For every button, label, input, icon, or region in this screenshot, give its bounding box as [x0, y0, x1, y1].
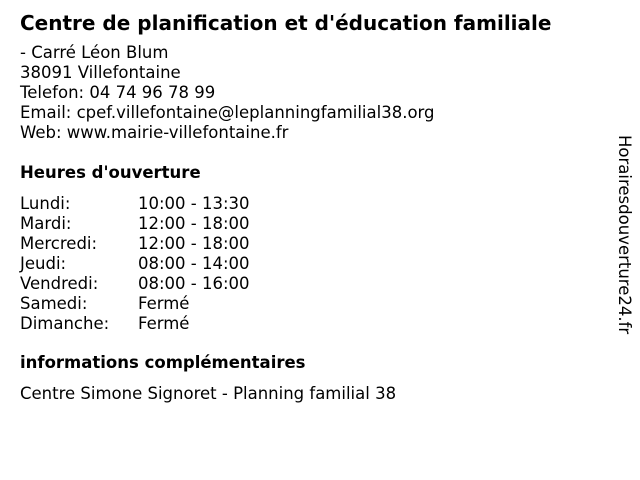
page-title: Centre de planification et d'éducation familiale	[20, 11, 552, 35]
hours-day: Jeudi:	[20, 254, 67, 273]
hours-time: 12:00 - 18:00	[138, 234, 250, 253]
hours-time: 08:00 - 14:00	[138, 254, 250, 273]
hours-time: Fermé	[138, 314, 190, 333]
address-block	[20, 43, 435, 143]
hours-day: Vendredi:	[20, 274, 99, 293]
hours-day: Lundi:	[20, 194, 71, 213]
opening-hours-heading: Heures d'ouverture	[20, 163, 201, 182]
phone-number: Telefon: 04 74 96 78 99	[20, 83, 216, 102]
hours-time: Fermé	[138, 294, 190, 313]
address-street: - Carré Léon Blum	[20, 43, 169, 62]
email-address: Email: cpef.villefontaine@leplanningfamilial38.org	[20, 103, 435, 122]
hours-time: 08:00 - 16:00	[138, 274, 250, 293]
hours-day: Mardi:	[20, 214, 72, 233]
site-watermark: Horairesdouverture24.fr	[615, 135, 634, 335]
hours-time: 10:00 - 13:30	[138, 194, 250, 213]
hours-time: 12:00 - 18:00	[138, 214, 250, 233]
website-url: Web: www.mairie-villefontaine.fr	[20, 123, 289, 142]
address-city: 38091 Villefontaine	[20, 63, 181, 82]
hours-day: Dimanche:	[20, 314, 110, 333]
additional-info-heading: informations complémentaires	[20, 353, 306, 372]
additional-info-text: Centre Simone Signoret - Planning familial 38	[20, 384, 397, 403]
hours-day: Samedi:	[20, 294, 88, 313]
hours-day: Mercredi:	[20, 234, 98, 253]
